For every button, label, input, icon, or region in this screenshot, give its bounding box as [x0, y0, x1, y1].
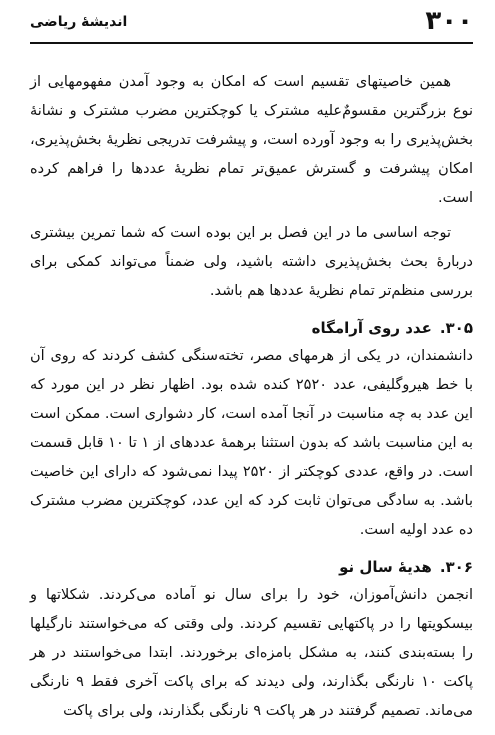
page-number: ۳۰۰ — [425, 6, 473, 36]
running-title: اندیشهٔ ریاضی — [30, 14, 128, 30]
section-heading-305 — [30, 314, 473, 342]
section-title: هدیهٔ سال نو — [339, 558, 432, 576]
intro-paragraph: توجه اساسی ما در این فصل بر این بوده است که شما تمرین بیشتری دربارهٔ بحث بخش‌پذیری داشته باشید، ولی ضمناً می‌تواند کمکی برای بررسی منظم‌تر تمام نظریهٔ عددها هم باشد. — [30, 225, 473, 299]
section-heading-306 — [30, 553, 473, 581]
section-number: ۳۰۵. — [439, 319, 473, 337]
section-number: ۳۰۶. — [439, 558, 473, 576]
section-body: انجمن دانش‌آموزان، خود را برای سال نو آماده می‌کردند. شکلاتها و بیسکویتها را در پاکتهایی تقسیم کردند. ولی وقتی که می‌خواستند نارگیلها را بسته‌بندی کنند، به مشکل بامزه‌ای برخوردند. ابتدا می‌خواستند در هر پاکت ۱۰ نارنگی بگذارند، ولی دیدند که برای پاکت آخری فقط ۹ نارنگی می‌ماند. تصمیم گرفتند در هر پاکت ۹ نارنگی بگذارند، ولی برای پاکت — [30, 587, 473, 719]
section-body: دانشمندان، در یکی از هرمهای مصر، تخته‌سنگی کشف کردند که روی آن با خط هیروگلیفی، عدد ۲۵۲۰ کنده شده بود. اظهار نظر در این مورد که این عدد به چه مناسبت در آنجا آمده است، کار دشواری است. ممکن است به این مناسبت باشد که بدون استثنا برهمهٔ عددهای از ۱ تا ۱۰ قابل قسمت است. در واقع، عددی کوچکتر از ۲۵۲۰ پیدا نمی‌شود که دارای این خاصیت باشد. به سادگی می‌توان ثابت کرد که این عدد، کوچکترین مضرب مشترک ده عدد اولیه است. — [30, 348, 474, 538]
page-header — [30, 0, 473, 44]
section-title: عدد روی آرامگاه — [311, 319, 432, 337]
intro-paragraph: همین خاصیتهای تقسیم است که امکان به وجود آمدن مفهومهایی از نوع بزرگترین مقسومٌ‌علیه مشترک یا کوچکترین مضرب مشترک و نشانهٔ بخش‌پذیری را به وجود آورده است، و پیشرفت تدریجی نظریهٔ بخش‌پذیری، امکان پیشرفت و گسترش عمیق‌تر تمام نظریهٔ عددها را فراهم کرده است. — [30, 74, 473, 206]
